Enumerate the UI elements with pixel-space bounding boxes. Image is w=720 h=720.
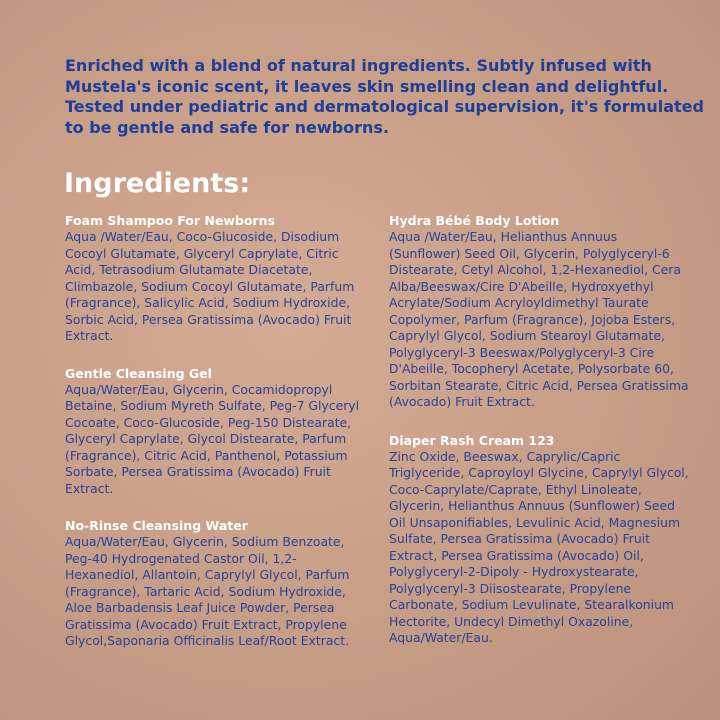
section-title: Gentle Cleansing Gel (65, 365, 212, 381)
section-title: Diaper Rash Cream 123 (389, 432, 555, 448)
section-ingredients: Aqua/Water/Eau, Glycerin, Sodium Benzoate, Peg-40 Hydrogenated Castor Oil, 1,2-Hexanediol, Allantoin, Caprylyl Glycol, Parfum (Fragrance), Tartaric Acid, Sodium Hydroxide, Aloe Barbadensis Leaf Juice Powder, Persea Gratissima (Avocado) Fruit Extract, Propylene Glycol,Saponaria Officinalis Leaf/Root Extract. (65, 534, 350, 648)
section-ingredients: Zinc Oxide, Beeswax, Caprylic/Capric Triglyceride, Caproyloyl Glycine, Caprylyl Glycol, Coco-Caprylate/Caprate, Ethyl Linoleate, Glycerin, Helianthus Annuus (Sunflower) Seed Oil Unsaponifiables, Levulinic Acid, Magnesium Sulfate, Persea Gratissima (Avocado) Fruit Extract, Persea Gratissima (Avocado) Oil, Polyglyceryl-2-Dipoly - Hydroxystearate, Polyglyceryl-3 Diisostearate, Propylene Carbonate, Sodium Levulinate, Stearalkonium Hectorite, Undecyl Dimethyl Oxazoline, Aqua/Water/Eau. (389, 448, 689, 645)
ingredient-section-cleansing-water (65, 518, 365, 650)
ingredient-section-body-lotion (389, 213, 689, 411)
ingredients-heading: Ingredients: (64, 168, 251, 199)
section-title: Hydra Bébé Body Lotion (389, 213, 560, 228)
section-ingredients: Aqua/Water/Eau, Glycerin, Cocamidopropyl Betaine, Sodium Myreth Sulfate, Peg-7 Glyceryl Cocoate, Coco-Glucoside, Peg-150 Distearate, Glyceryl Caprylate, Glycol Distearate, Parfum (Fragrance), Citric Acid, Panthenol, Potassium Sorbate, Persea Gratissima (Avocado) Fruit Extract. (65, 381, 360, 496)
section-title: Foam Shampoo For Newborns (65, 213, 275, 228)
ingredients-column-right (389, 213, 689, 647)
ingredient-section-cleansing-gel (65, 366, 365, 498)
ingredients-column-left (65, 213, 365, 650)
section-ingredients: Aqua /Water/Eau, Helianthus Annuus (Sunflower) Seed Oil, Glycerin, Polyglyceryl-6 Distearate, Cetyl Alcohol, 1,2-Hexanediol, Cera Alba/Beeswax/Cire D'Abeille, Hydroxyethyl Acrylate/Sodium Acryloyldimethyl Taurate Copolymer, Parfum (Fragrance), Jojoba Esters, Caprylyl Glycol, Sodium Stearoyl Glutamate, Polyglyceryl-3 Beeswax/Polyglyceryl-3 Cire D'Abeille, Tocopheryl Acetate, Polysorbate 60, Sorbitan Stearate, Citric Acid, Persea Gratissima (Avocado) Fruit Extract. (389, 229, 689, 409)
section-title: No-Rinse Cleansing Water (65, 518, 248, 533)
section-ingredients: Aqua /Water/Eau, Coco-Glucoside, Disodium Cocoyl Glutamate, Glyceryl Caprylate, Citric Acid, Tetrasodium Glutamate Diacetate, Climbazole, Sodium Cocoyl Glutamate, Parfum (Fragrance), Salicylic Acid, Sodium Hydroxide, Sorbic Acid, Persea Gratissima (Avocado) Fruit Extract. (65, 229, 355, 343)
ingredient-section-diaper-cream (389, 433, 689, 647)
ingredient-section-foam-shampoo (65, 213, 365, 345)
product-description: Enriched with a blend of natural ingredients. Subtly infused with Mustela's iconic scent, it leaves skin smelling clean and delightful. Tested under pediatric and dermatological supervision, it's formulated to be gentle and safe for newborns. (65, 56, 704, 137)
